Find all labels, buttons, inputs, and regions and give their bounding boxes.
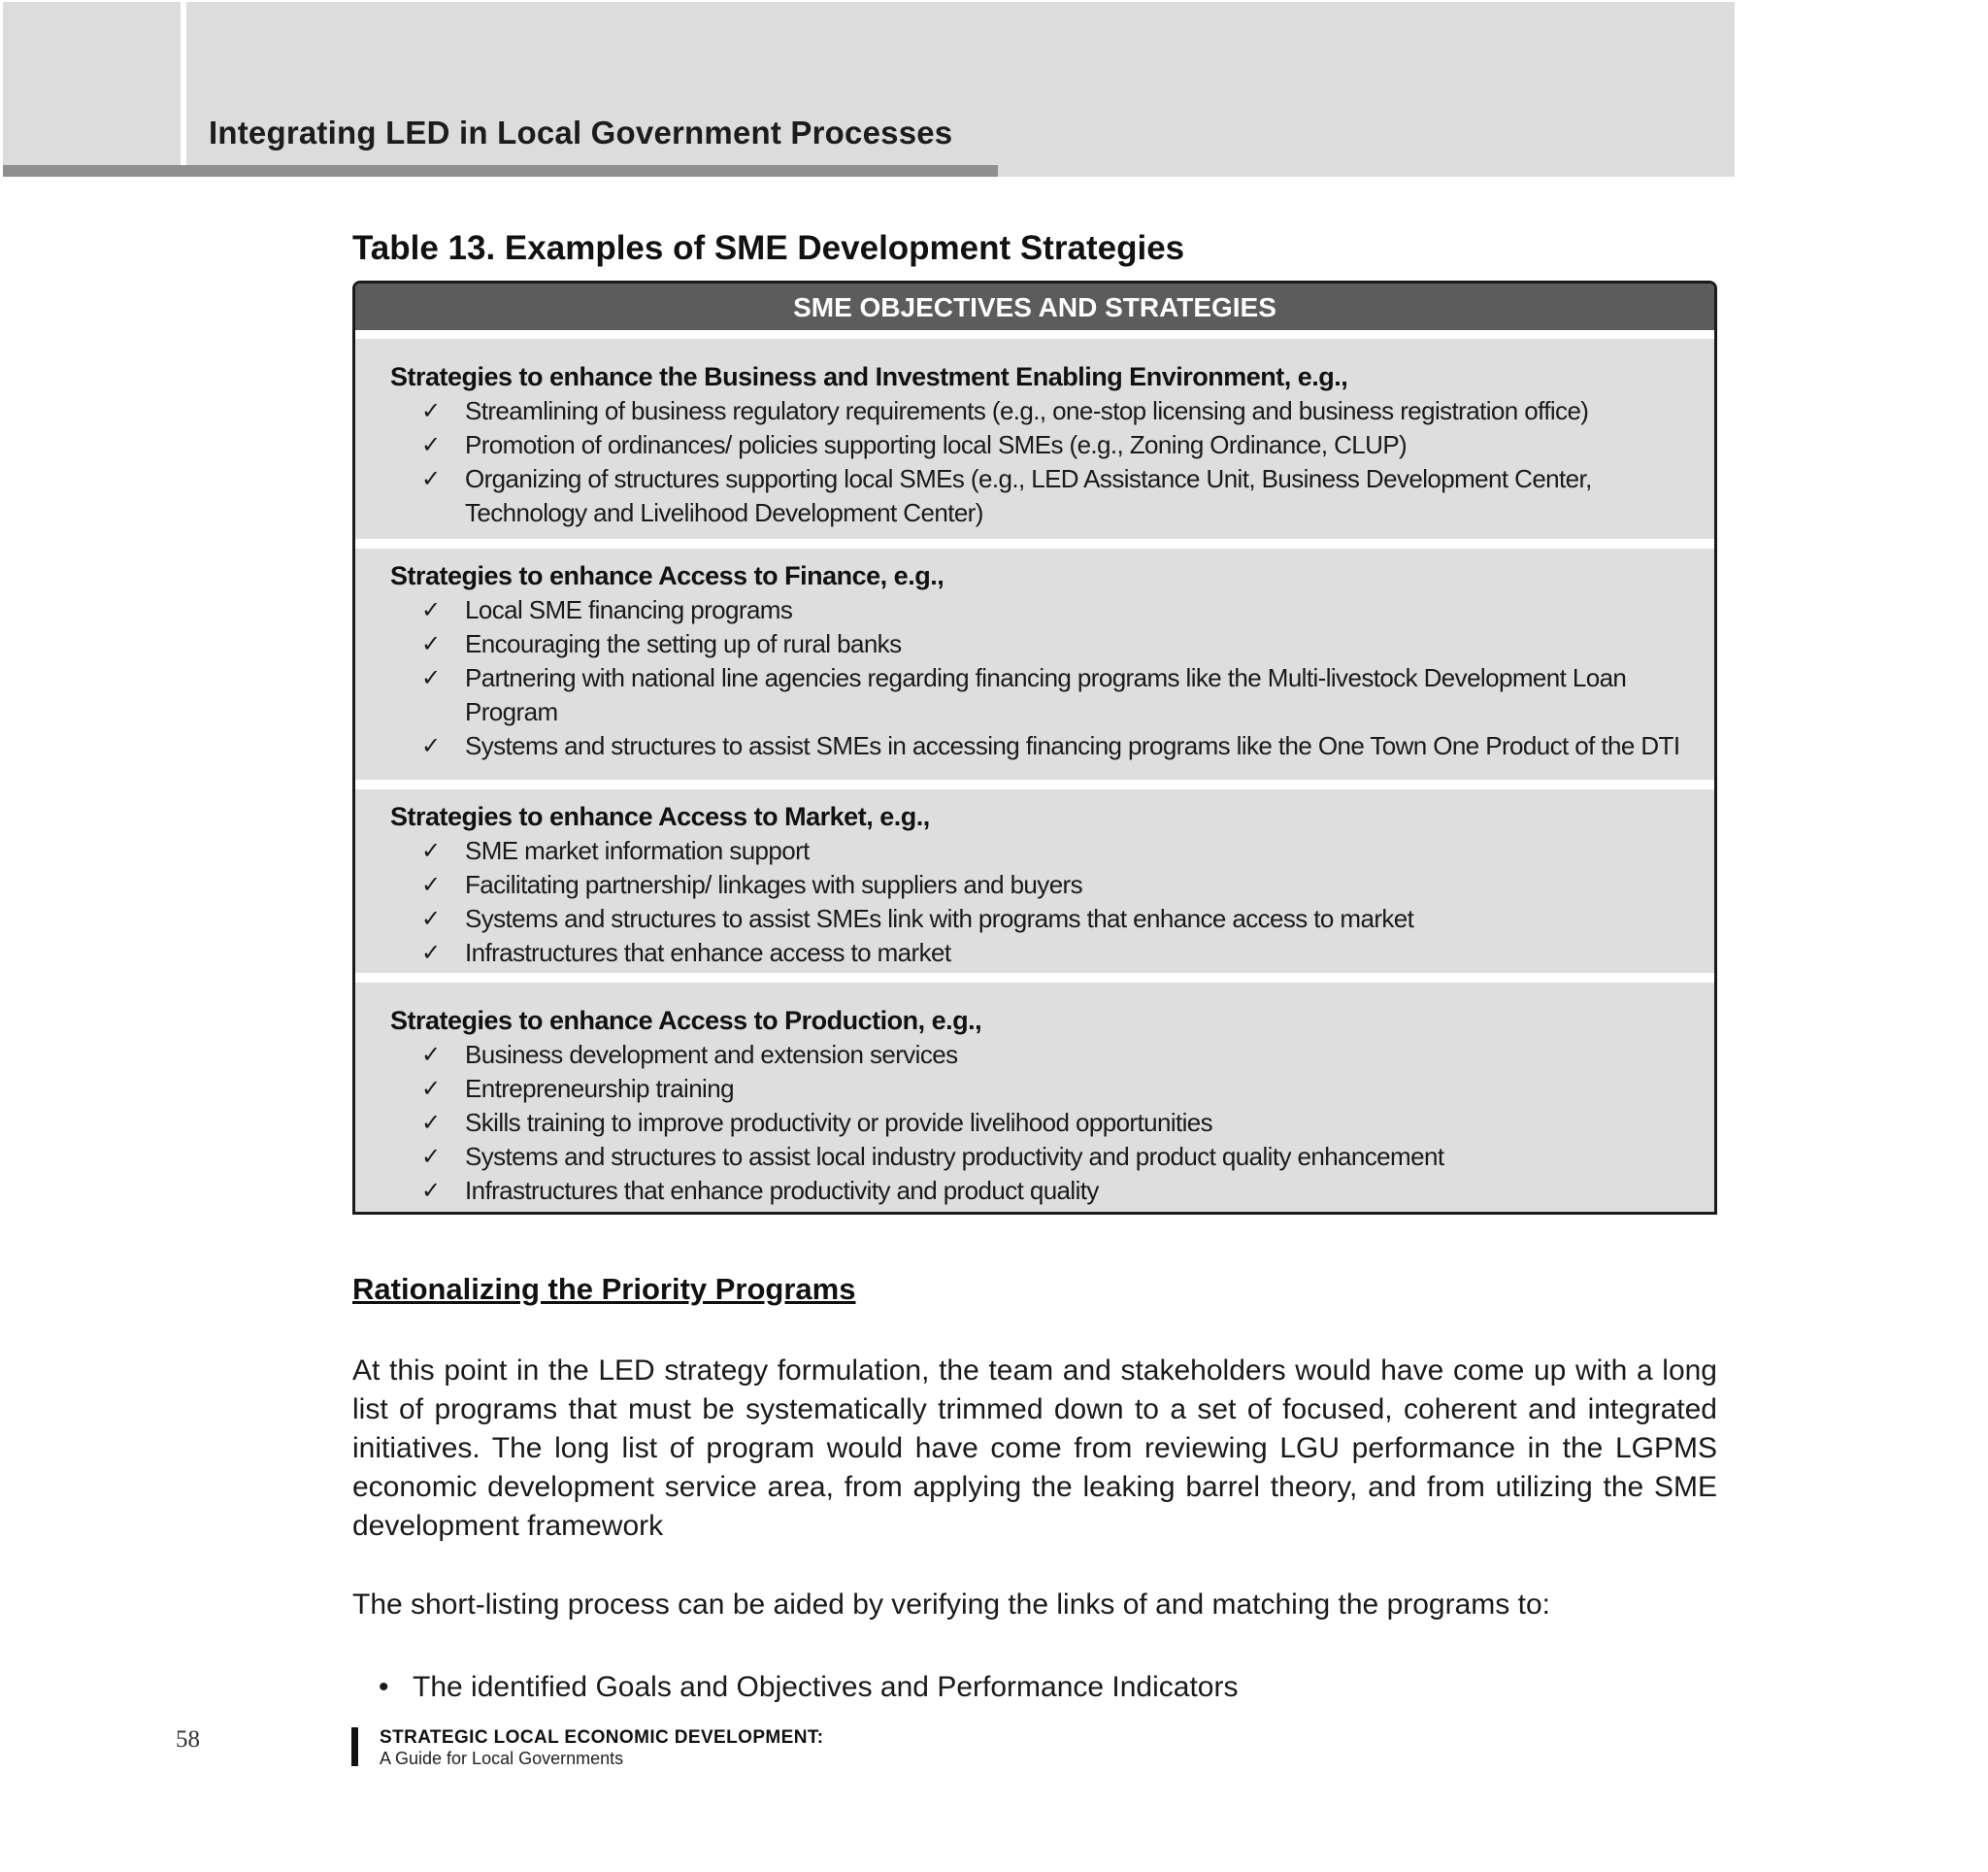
section-title: Strategies to enhance Access to Production, e.g., xyxy=(390,1006,982,1035)
strategy-list xyxy=(390,1038,1714,1208)
checkmark-icon: ✓ xyxy=(421,837,441,864)
checkmark-icon: ✓ xyxy=(421,939,441,966)
table-caption: Table 13. Examples of SME Development Strategies xyxy=(352,229,1185,267)
body-paragraph: The short-listing process can be aided by verifying the links of and matching the programs to: xyxy=(352,1588,1550,1621)
section-subheading: Rationalizing the Priority Programs xyxy=(352,1272,856,1306)
checkmark-icon: ✓ xyxy=(421,732,441,759)
list-item xyxy=(390,868,1714,902)
footer-subtitle: A Guide for Local Governments xyxy=(380,1749,624,1768)
list-item xyxy=(390,627,1714,661)
list-item-text: Infrastructures that enhance productivity and product quality xyxy=(465,1176,1099,1205)
bullet-item xyxy=(379,1668,1239,1707)
list-item-text: Systems and structures to assist SMEs in accessing financing programs like the One Town One Product of the DTI xyxy=(465,731,1680,760)
list-item-text: Infrastructures that enhance access to market xyxy=(465,938,951,967)
running-title: Integrating LED in Local Government Processes xyxy=(209,115,953,150)
header-side-block xyxy=(3,2,181,165)
list-item-text: Business development and extension services xyxy=(465,1040,958,1069)
checkmark-icon: ✓ xyxy=(421,397,441,424)
list-item-text: Streamlining of business regulatory requirements (e.g., one-stop licensing and business registration office) xyxy=(465,396,1589,425)
checkmark-icon: ✓ xyxy=(421,1109,441,1136)
list-item xyxy=(390,428,1714,462)
section-title: Strategies to enhance Access to Market, e.g., xyxy=(390,802,930,831)
checkmark-icon: ✓ xyxy=(421,1075,441,1102)
list-item xyxy=(390,593,1714,627)
checkmark-icon: ✓ xyxy=(421,1177,441,1204)
strategy-list xyxy=(390,834,1714,970)
table-section-market xyxy=(355,789,1714,973)
list-item-text: Partnering with national line agencies regarding financing programs like the Multi-livestock Development Loan Program xyxy=(465,663,1627,726)
strategy-list xyxy=(390,593,1714,763)
checkmark-icon: ✓ xyxy=(421,664,441,691)
section-title: Strategies to enhance Access to Finance, e.g., xyxy=(390,561,944,590)
list-item xyxy=(390,1140,1714,1174)
list-item-text: Local SME financing programs xyxy=(465,595,793,624)
list-item xyxy=(390,1038,1714,1072)
header-rule xyxy=(3,165,998,177)
list-item-text: Skills training to improve productivity or provide livelihood opportunities xyxy=(465,1108,1213,1137)
footer-rule xyxy=(351,1727,358,1766)
list-item-text: Organizing of structures supporting local SMEs (e.g., LED Assistance Unit, Business Development Center, Technology and Livelihood Development Center) xyxy=(465,464,1592,527)
strategy-list xyxy=(390,394,1714,530)
sme-strategies-table xyxy=(352,281,1717,1215)
list-item xyxy=(390,729,1714,763)
checkmark-icon: ✓ xyxy=(421,630,441,657)
list-item xyxy=(390,1072,1714,1106)
list-item-text: Systems and structures to assist local industry productivity and product quality enhancement xyxy=(465,1142,1444,1171)
list-item-text: Systems and structures to assist SMEs link with programs that enhance access to market xyxy=(465,904,1414,933)
table-section-finance xyxy=(355,549,1714,780)
checkmark-icon: ✓ xyxy=(421,1041,441,1068)
table-header: SME OBJECTIVES AND STRATEGIES xyxy=(355,284,1714,330)
list-item xyxy=(390,462,1714,530)
checkmark-icon: ✓ xyxy=(421,905,441,932)
list-item xyxy=(390,902,1714,936)
list-item xyxy=(390,661,1714,729)
list-item xyxy=(390,1106,1714,1140)
checkmark-icon: ✓ xyxy=(421,871,441,898)
table-section-production xyxy=(355,983,1714,1212)
checkmark-icon: ✓ xyxy=(421,465,441,492)
checkmark-icon: ✓ xyxy=(421,596,441,623)
list-item xyxy=(390,936,1714,970)
list-item xyxy=(390,1174,1714,1208)
bullet-text: The identified Goals and Objectives and Performance Indicators xyxy=(413,1671,1239,1703)
list-item xyxy=(390,834,1714,868)
section-title: Strategies to enhance the Business and Investment Enabling Environment, e.g., xyxy=(390,362,1348,391)
page-number: 58 xyxy=(176,1726,200,1753)
checkmark-icon: ✓ xyxy=(421,431,441,458)
bullet-icon: • xyxy=(379,1671,389,1703)
list-item-text: Promotion of ordinances/ policies supporting local SMEs (e.g., Zoning Ordinance, CLUP) xyxy=(465,430,1408,459)
checkmark-icon: ✓ xyxy=(421,1143,441,1170)
list-item-text: Facilitating partnership/ linkages with suppliers and buyers xyxy=(465,870,1083,899)
list-item-text: SME market information support xyxy=(465,836,810,865)
body-paragraph: At this point in the LED strategy formulation, the team and stakeholders would have come up with a long list of programs that must be systematically trimmed down to a set of focused, coherent and integrated initiatives. The long list of program would have come from reviewing LGU performance in the LGPMS economic development service area, from applying the leaking barrel theory, and from utilizing the SME development framework xyxy=(352,1354,1717,1542)
table-section-enabling-environment xyxy=(355,339,1714,539)
list-item-text: Encouraging the setting up of rural banks xyxy=(465,629,902,658)
list-item-text: Entrepreneurship training xyxy=(465,1074,734,1103)
list-item xyxy=(390,394,1714,428)
footer-title: STRATEGIC LOCAL ECONOMIC DEVELOPMENT: xyxy=(380,1727,824,1748)
